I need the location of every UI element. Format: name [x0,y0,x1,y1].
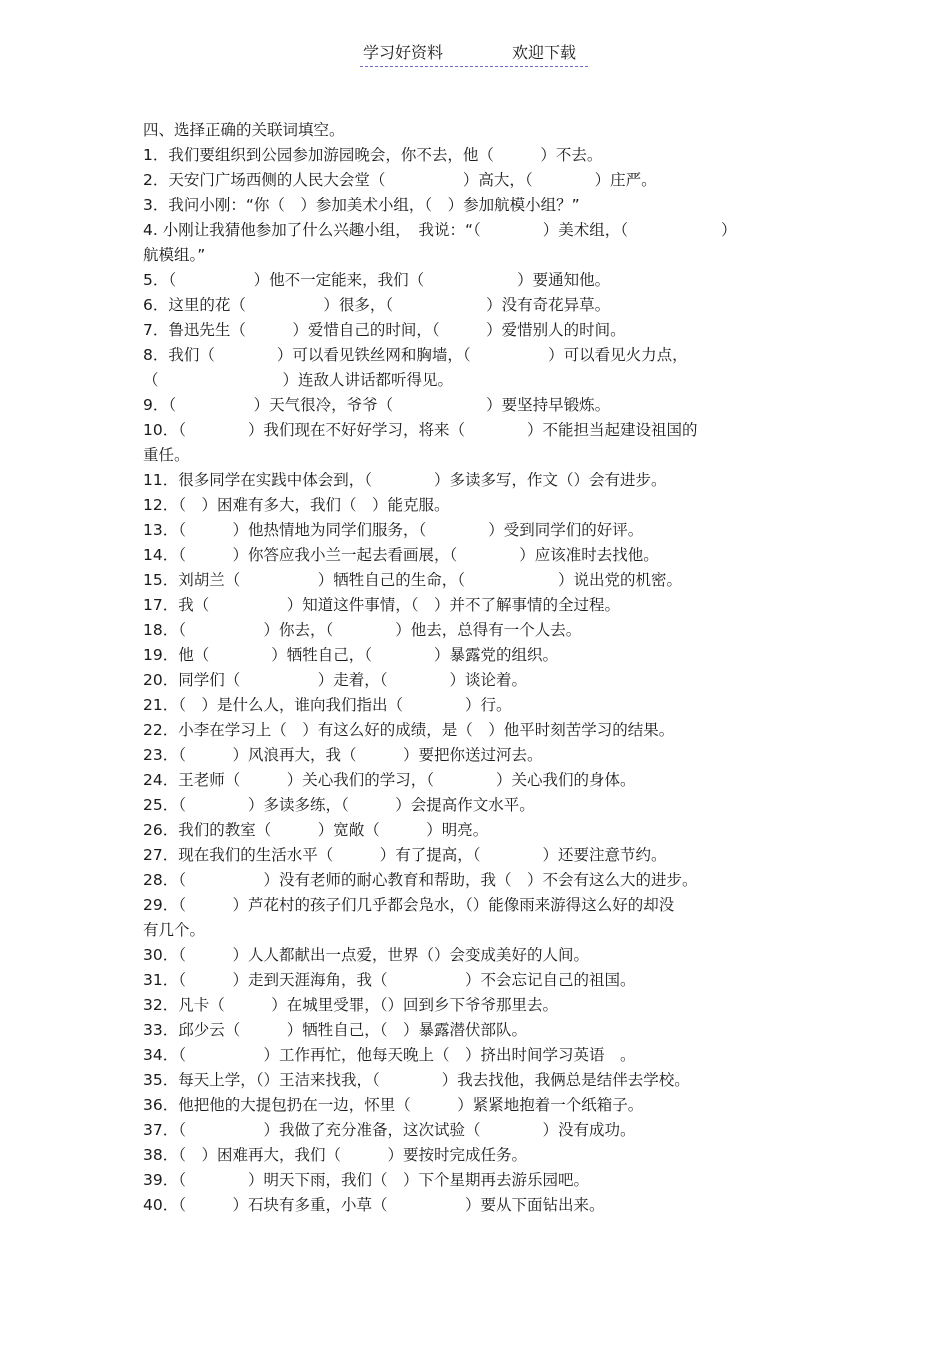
exercise-line: 18．（ ）你去，（ ）他去，总得有一个人去。 [143,621,582,639]
exercise-line: 10．（ ）我们现在不好好学习，将来（ ）不能担当起建设祖国的 [143,421,698,439]
exercise-line: 6．这里的花（ ）很多，（ ）没有奇花异草。 [143,296,611,314]
exercise-line: 14．（ ）你答应我小兰一起去看画展，（ ）应该准时去找他。 [143,546,659,564]
exercise-line: （ ）连敌人讲话都听得见。 [143,371,454,389]
exercise-line: 有几个。 [143,921,206,939]
exercise-line: 23．（ ）风浪再大，我（ ）要把你送过河去。 [143,746,543,764]
exercise-line: 39．（ ）明天下雨，我们（ ）下个星期再去游乐园吧。 [143,1171,589,1189]
exercise-line: 32．凡卡（ ）在城里受罪，（）回到乡下爷爷那里去。 [143,996,558,1014]
exercise-line: 35．每天上学，（）王洁来找我，（ ）我去找他，我俩总是结伴去学校。 [143,1071,690,1089]
exercise-line: 7．鲁迅先生（ ）爱惜自己的时间，（ ）爱惜别人的时间。 [143,321,626,339]
exercise-line: 28．（ ）没有老师的耐心教育和帮助，我（ ）不会有这么大的进步。 [143,871,698,889]
exercise-line: 26．我们的教室（ ）宽敞（ ）明亮。 [143,821,489,839]
exercise-line: 13．（ ）他热情地为同学们服务，（ ）受到同学们的好评。 [143,521,644,539]
exercise-line: 4. 小刚让我猜他参加了什么兴趣小组， 我说：“（ ）美术组，（ ） [143,221,737,239]
exercise-line: 34．（ ）工作再忙，他每天晚上（ ）挤出时间学习英语 。 [143,1046,636,1064]
exercise-line: 36．他把他的大提包扔在一边，怀里（ ）紧紧地抱着一个纸箱子。 [143,1096,644,1114]
exercise-line: 2．天安门广场西侧的人民大会堂（ ）高大，（ ）庄严。 [143,171,657,189]
section-title: 四、选择正确的关联词填空。 [143,121,345,139]
exercise-line: 22．小李在学习上（ ）有这么好的成绩，是（ ）他平时刻苦学习的结果。 [143,721,675,739]
exercise-line: 12．（ ）困难有多大，我们（ ）能克服。 [143,496,450,514]
exercise-line: 航模组。” [143,246,206,264]
exercise-line: 1．我们要组织到公园参加游园晚会，你不去，他（ ）不去。 [143,146,603,164]
exercise-line: 33．邱少云（ ）牺牲自己，（ ）暴露潜伏部队。 [143,1021,527,1039]
exercise-line: 37．（ ）我做了充分准备，这次试验（ ）没有成功。 [143,1121,636,1139]
exercise-line: 24．王老师（ ）关心我们的学习，（ ）关心我们的身体。 [143,771,636,789]
exercise-line: 重任。 [143,446,190,464]
exercise-line: 3．我问小刚：“你（ ）参加美术小组，（ ）参加航模小组？” [143,196,580,214]
exercise-line: 17．我（ ）知道这件事情，（ ）并不了解事情的全过程。 [143,596,620,614]
exercise-line: 19．他（ ）牺牲自己，（ ）暴露党的组织。 [143,646,558,664]
header-right-text: 欢迎下载 [512,43,577,62]
exercise-line: 40．（ ）石块有多重，小草（ ）要从下面钻出来。 [143,1196,605,1214]
exercise-line: 31．（ ）走到天涯海角，我（ ）不会忘记自己的祖国。 [143,971,636,989]
exercise-line: 9．（ ）天气很冷，爷爷（ ）要坚持早锻炼。 [143,396,611,414]
exercise-line: 29．（ ）芦花村的孩子们几乎都会凫水，（）能像雨来游得这么好的却没 [143,896,675,914]
exercise-line: 27．现在我们的生活水平（ ）有了提高，（ ）还要注意节约。 [143,846,667,864]
exercise-line: 38．（ ）困难再大，我们（ ）要按时完成任务。 [143,1146,527,1164]
page-header [360,40,588,67]
exercise-line: 5．（ ）他不一定能来，我们（ ）要通知他。 [143,271,611,289]
exercise-content [143,118,823,1218]
exercise-line: 15．刘胡兰（ ）牺牲自己的生命，（ ）说出党的机密。 [143,571,682,589]
header-left-text: 学习好资料 [363,43,444,62]
exercise-line: 21．（ ）是什么人，谁向我们指出（ ）行。 [143,696,512,714]
exercise-lines [143,143,823,1218]
exercise-line: 30．（ ）人人都献出一点爱，世界（）会变成美好的人间。 [143,946,589,964]
exercise-line: 8．我们（ ）可以看见铁丝网和胸墙，（ ）可以看见火力点， [143,346,688,364]
exercise-line: 25．（ ）多读多练，（ ）会提高作文水平。 [143,796,535,814]
exercise-line: 11．很多同学在实践中体会到，（ ）多读多写，作文（）会有进步。 [143,471,667,489]
exercise-line: 20．同学们（ ）走着，（ ）谈论着。 [143,671,527,689]
